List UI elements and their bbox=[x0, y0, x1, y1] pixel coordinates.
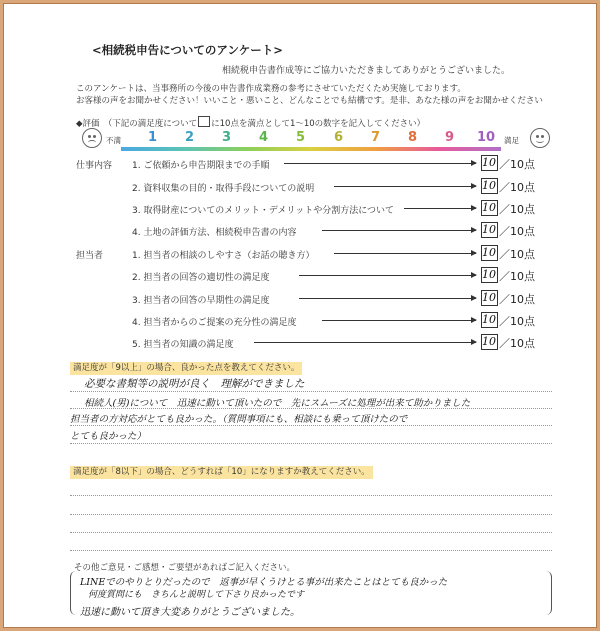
sample-box bbox=[198, 116, 210, 127]
answer-line bbox=[70, 495, 552, 496]
unhappy-face-icon bbox=[82, 128, 102, 148]
answer-line bbox=[70, 408, 552, 409]
evaluation-instruction bbox=[76, 116, 425, 129]
score-max: ／10点 bbox=[499, 248, 535, 261]
thanks-message: 相続税申告書作成等にご協力いただきましてありがとうございました。 bbox=[222, 66, 511, 76]
item-label: 2. 担当者の回答の適切性の満足度 bbox=[132, 273, 270, 283]
scale-number: 2 bbox=[185, 130, 195, 145]
intro-line-2: お客様の声をお聞かせください！いいこと・悪いこと、どんなことでも結構です。是非、あなた様の声をお聞かせください bbox=[76, 96, 543, 106]
score-value: 10 bbox=[482, 156, 496, 169]
handwritten-answer: 必要な書類等の説明が良く 理解ができました bbox=[84, 378, 305, 390]
good-points-header: 満足度が「9以上」の場合、良かった点を教えてください。 bbox=[70, 362, 302, 375]
happy-face-icon bbox=[530, 128, 550, 148]
arrow-line bbox=[334, 186, 476, 187]
handwritten-answer: 何度質問にも きちんと説明して下さり良かったです bbox=[88, 590, 305, 600]
score-value: 10 bbox=[482, 179, 496, 192]
scale-gradient-bar bbox=[121, 147, 501, 151]
arrow-line bbox=[404, 208, 476, 209]
handwritten-answer: 相続人(男)について 迅速に動いて頂いたので 先にスムーズに処理が出来て助かりました bbox=[84, 398, 471, 409]
section-label-staff: 担当者 bbox=[76, 251, 104, 261]
scale-high-label: 満足 bbox=[504, 136, 519, 145]
other-comments-header: その他ご意見・ご感想・ご要望があればご記入ください。 bbox=[74, 563, 296, 573]
evaluation-prefix: ◆評価 （下記の満足度について bbox=[76, 119, 198, 129]
item-label: 3. 担当者の回答の早期性の満足度 bbox=[132, 296, 270, 306]
handwritten-answer: とても良かった） bbox=[70, 431, 147, 442]
score-max: ／10点 bbox=[499, 203, 535, 216]
score-value: 10 bbox=[482, 313, 496, 326]
score-max: ／10点 bbox=[499, 270, 535, 283]
answer-line bbox=[70, 550, 552, 551]
page-title: <相続税申告についてのアンケート> bbox=[92, 43, 283, 57]
item-label: 3. 取得財産についてのメリット・デメリットや分割方法について bbox=[132, 206, 395, 216]
score-max: ／10点 bbox=[499, 158, 535, 171]
section-label-work: 仕事内容 bbox=[76, 161, 113, 171]
scale-low-label: 不満 bbox=[106, 136, 121, 145]
scale-number: 6 bbox=[334, 130, 344, 145]
arrow-line bbox=[299, 298, 476, 299]
scale-number: 10 bbox=[477, 130, 496, 145]
score-value: 10 bbox=[482, 223, 496, 236]
item-label: 4. 担当者からのご提案の充分性の満足度 bbox=[132, 318, 297, 328]
answer-line bbox=[70, 391, 552, 392]
scale-number: 3 bbox=[222, 130, 232, 145]
arrow-line bbox=[299, 275, 476, 276]
score-max: ／10点 bbox=[499, 225, 535, 238]
score-max: ／10点 bbox=[499, 315, 535, 328]
scale-number: 7 bbox=[371, 130, 381, 145]
scale-number: 4 bbox=[259, 130, 269, 145]
answer-line bbox=[70, 532, 552, 533]
intro-line-1: このアンケートは、当事務所の今後の申告書作成業務の参考にさせていただくため実施しております。 bbox=[76, 84, 466, 94]
arrow-line bbox=[322, 320, 476, 321]
scale-number: 5 bbox=[296, 130, 306, 145]
score-max: ／10点 bbox=[499, 337, 535, 350]
score-value: 10 bbox=[482, 246, 496, 259]
item-label: 2. 資料収集の目的・取得手段についての説明 bbox=[132, 184, 315, 194]
scale-number: 8 bbox=[408, 130, 418, 145]
survey-sheet bbox=[3, 3, 597, 628]
item-label: 1. 担当者の相談のしやすさ（お話の聴き方） bbox=[132, 251, 315, 261]
score-value: 10 bbox=[482, 268, 496, 281]
score-max: ／10点 bbox=[499, 293, 535, 306]
improve-header: 満足度が「8以下」の場合、どうすれば「10」になりますか教えてください。 bbox=[70, 466, 373, 479]
scale-number: 1 bbox=[148, 130, 158, 145]
arrow-line bbox=[284, 163, 476, 164]
arrow-line bbox=[254, 342, 476, 343]
score-value: 10 bbox=[482, 335, 496, 348]
answer-line bbox=[70, 514, 552, 515]
score-max: ／10点 bbox=[499, 181, 535, 194]
evaluation-suffix: に10点を満点として1～10の数字を記入してください） bbox=[211, 119, 426, 129]
handwritten-answer: 担当者の方対応がとても良かった。（質問事項にも、相談にも乗って頂けたので bbox=[70, 414, 408, 425]
arrow-line bbox=[322, 230, 476, 231]
arrow-line bbox=[334, 253, 476, 254]
scale-number: 9 bbox=[445, 130, 455, 145]
handwritten-answer: 迅速に動いて頂き大変ありがとうございました。 bbox=[80, 607, 300, 618]
item-label: 5. 担当者の知識の満足度 bbox=[132, 340, 234, 350]
item-label: 4. 土地の評価方法、相続税申告書の内容 bbox=[132, 228, 297, 238]
answer-line bbox=[70, 425, 552, 426]
score-value: 10 bbox=[482, 201, 496, 214]
handwritten-answer: LINEでのやりとりだったので 返事が早くうけとる事が出来たことはとても良かった bbox=[80, 577, 448, 588]
score-value: 10 bbox=[482, 291, 496, 304]
answer-line bbox=[70, 443, 552, 444]
item-label: 1. ご依頼から申告期限までの手順 bbox=[132, 161, 270, 171]
